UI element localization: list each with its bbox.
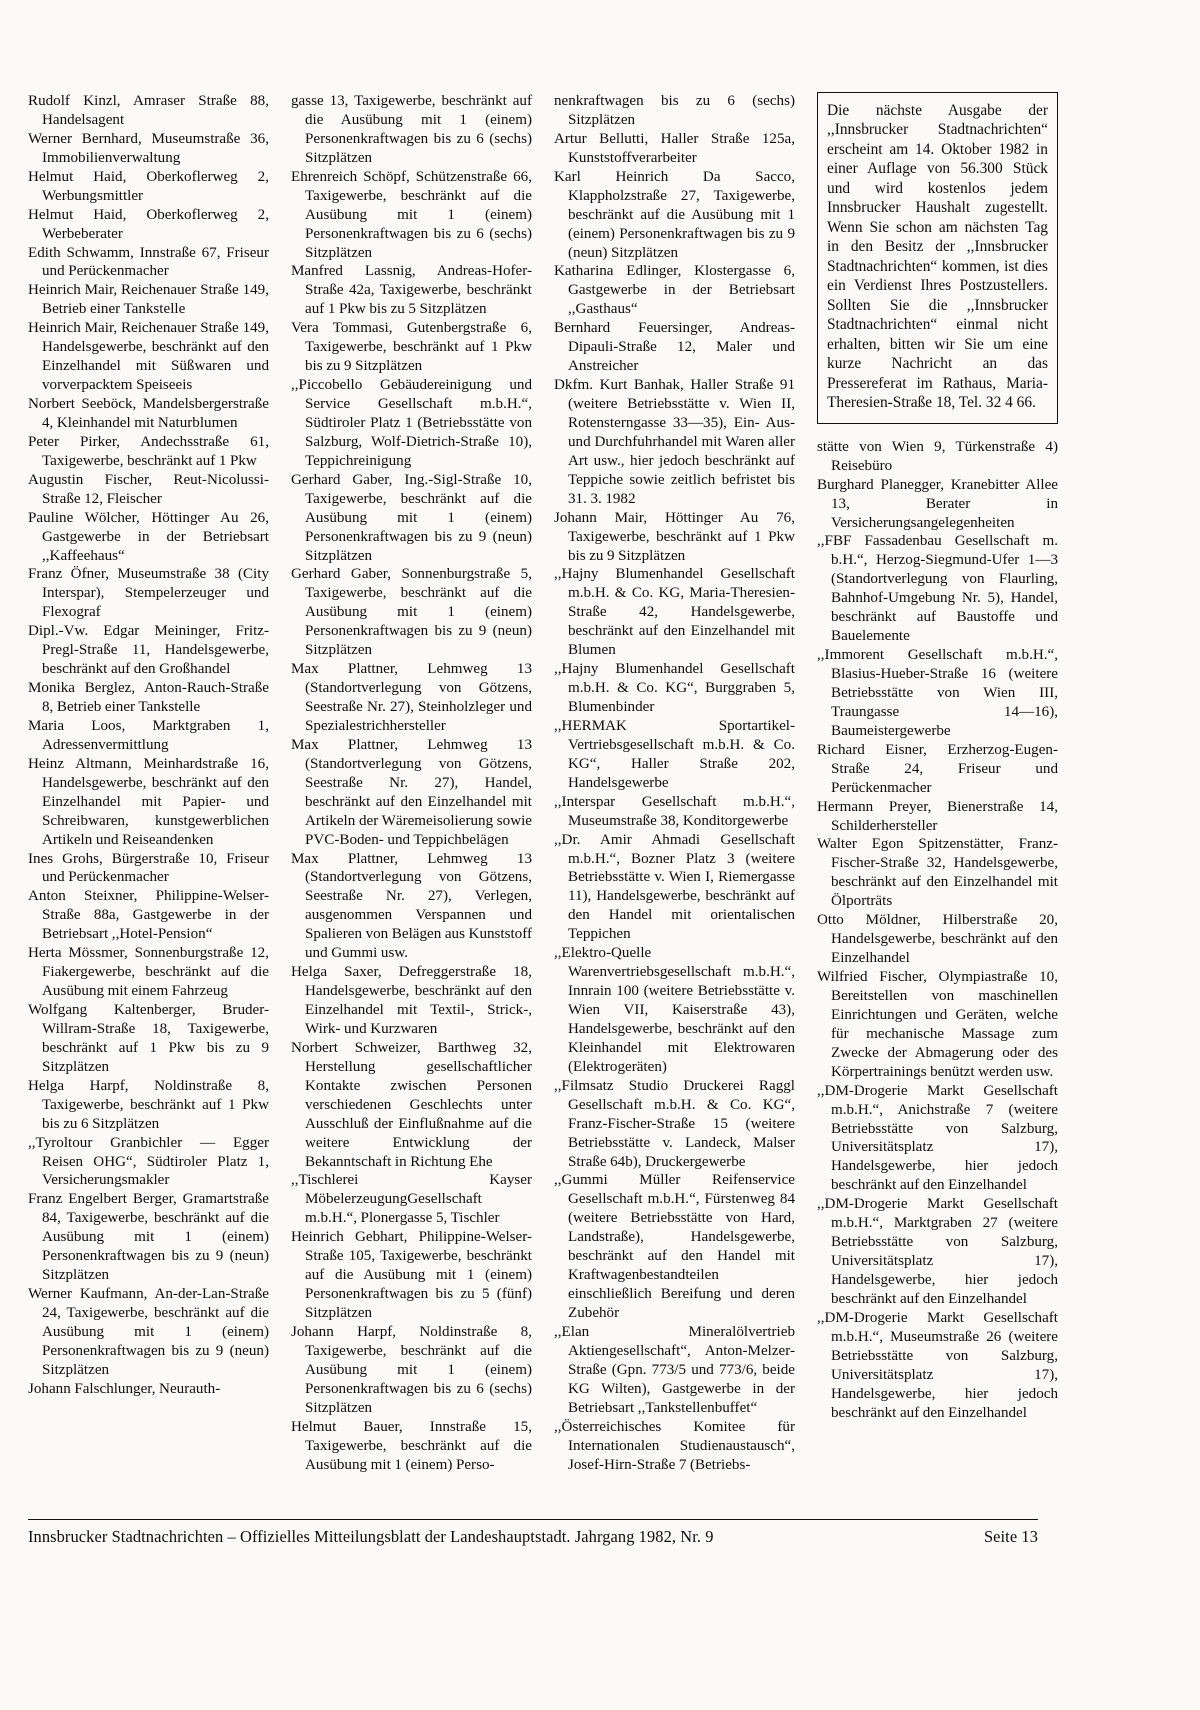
list-item: Edith Schwamm, Innstraße 67, Friseur und Perückenmacher xyxy=(28,244,269,280)
list-item: ,,Elan Mineralölvertrieb Aktiengesellschaft“, Anton-Melzer-Straße (Gpn. 773/5 und 773/6, beide KG Wilten), Gastgewerbe in der Betriebsart ,,Tankstellenbuffet“ xyxy=(554,1323,795,1416)
list-item: Anton Steixner, Philippine-Welser-Straße 88a, Gastgewerbe in der Betriebsart ,,Hotel-Pension“ xyxy=(28,888,269,943)
list-item: Johann Falschlunger, Neurauth- xyxy=(28,1380,221,1397)
list-item: Ehrenreich Schöpf, Schützenstraße 66, Taxigewerbe, beschränkt auf die Ausübung mit 1 (einem) Personenkraftwagen bis zu 6 (sechs) Sitzplätzen xyxy=(291,168,532,261)
column-4 xyxy=(817,92,1058,1482)
list-item: Johann Harpf, Noldinstraße 8, Taxigewerbe, beschränkt auf die Ausübung mit 1 (einem) Personenkraftwagen bis zu 6 (sechs) Sitzplätzen xyxy=(291,1323,532,1416)
page-footer xyxy=(28,1519,1038,1547)
footer-page-number: Seite 13 xyxy=(983,1527,1038,1546)
list-item: Augustin Fischer, Reut-Nicolussi-Straße 12, Fleischer xyxy=(28,471,269,507)
list-item: Johann Mair, Höttinger Au 76, Taxigewerbe, beschränkt auf 1 Pkw bis zu 9 Sitzplätzen xyxy=(554,509,795,564)
list-item: ,,Piccobello Gebäudereinigung und Service Gesellschaft m.b.H.“, Südtiroler Platz 1 (Betriebsstätte von Salzburg, Wolf-Dietrich-Straße 10), Teppichreinigung xyxy=(291,377,532,469)
list-item: Bernhard Feuersinger, Andreas-Dipauli-Straße 12, Maler und Anstreicher xyxy=(554,320,795,375)
list-item: Manfred Lassnig, Andreas-Hofer-Straße 42a, Taxigewerbe, beschränkt auf 1 Pkw bis zu 5 Sitzplätzen xyxy=(291,263,532,318)
list-item: Hermann Preyer, Bienerstraße 14, Schilderhersteller xyxy=(817,798,1058,834)
list-item: Helga Harpf, Noldinstraße 8, Taxigewerbe, beschränkt auf 1 Pkw bis zu 6 Sitzplätzen xyxy=(28,1077,269,1132)
list-item: Werner Bernhard, Museumstraße 36, Immobilienverwaltung xyxy=(28,130,269,166)
notice-text: Die nächste Ausgabe der ,,Innsbrucker Stadtnachrichten“ erscheint am 14. Oktober 1982 in einer Auflage von 56.300 Stück und wird kostenlos jedem Innsbrucker Haushalt zugestellt. Wenn Sie schon am nächsten Tag in den Besitz der ,,Innsbrucker Stadtnachrichten“ kommen, ist dies ein Verdienst Ihres Postzustellers. Sollten Sie die ,,Innsbrucker Stadtnachrichten“ einmal nicht erhalten, bitten wir Sie um eine kurze Nachricht an das Pressereferat im Rathaus, Maria-Theresien-Straße 18, Tel. 32 4 66. xyxy=(827,102,1048,412)
list-item: Norbert Seeböck, Mandelsbergerstraße 4, Kleinhandel mit Naturblumen xyxy=(28,396,269,431)
list-item: Herta Mössmer, Sonnenburgstraße 12, Fiakergewerbe, beschränkt auf die Ausübung mit einem Fahrzeug xyxy=(28,945,269,1000)
list-item: Katharina Edlinger, Klostergasse 6, Gastgewerbe in der Betriebsart ,,Gasthaus“ xyxy=(554,263,795,318)
list-item: Karl Heinrich Da Sacco, Klappholzstraße 27, Taxigewerbe, beschränkt auf die Ausübung mit 1 (einem) Personenkraftwagen bis zu 9 (neun) Sitzplätzen xyxy=(554,168,795,261)
list-item: stätte von Wien 9, Türkenstraße 4) Reisebüro xyxy=(817,438,1058,474)
list-item: Franz Öfner, Museumstraße 38 (City Interspar), Stempelerzeuger und Flexograf xyxy=(28,566,269,621)
list-item: Max Plattner, Lehmweg 13 (Standortverlegung von Götzens, Seestraße Nr. 27), Steinholzleger und Spezialestrichhersteller xyxy=(291,661,532,734)
list-item: Vera Tommasi, Gutenbergstraße 6, Taxigewerbe, beschränkt auf 1 Pkw bis zu 9 Sitzplätzen xyxy=(291,320,532,375)
list-item: ,,DM-Drogerie Markt Gesellschaft m.b.H.“, Marktgraben 27 (weitere Betriebsstätte von Salzburg, Universitätsplatz 17), Handelsgewerbe, hier jedoch beschränkt auf den Einzelhandel xyxy=(817,1196,1058,1307)
list-item: ,,Immorent Gesellschaft m.b.H.“, Blasius-Hueber-Straße 16 (weitere Betriebsstätte von Wien III, Traungasse 14—16), Baumeistergewerbe xyxy=(817,647,1058,739)
list-item: gasse 13, Taxigewerbe, beschränkt auf die Ausübung mit 1 (einem) Personenkraftwagen bis zu 6 (sechs) Sitzplätzen xyxy=(291,93,532,166)
list-item: Peter Pirker, Andechsstraße 61, Taxigewerbe, beschränkt auf 1 Pkw xyxy=(28,433,269,469)
list-item: Werner Kaufmann, An-der-Lan-Straße 24, Taxigewerbe, beschränkt auf die Ausübung mit 1 (einem) Personenkraftwagen bis zu 9 (neun) Sitzplätzen xyxy=(28,1286,269,1378)
list-item: ,,Hajny Blumenhandel Gesellschaft m.b.H. & Co. KG“, Burggraben 5, Blumenbinder xyxy=(554,661,795,715)
list-item: Wolfgang Kaltenberger, Bruder-Willram-Straße 18, Taxigewerbe, beschränkt auf 1 Pkw bis zu 9 Sitzplätzen xyxy=(28,1002,269,1075)
list-item: ,,DM-Drogerie Markt Gesellschaft m.b.H.“, Anichstraße 7 (weitere Betriebsstätte von Salzburg, Universitätsplatz 17), Handelsgewerbe, hier jedoch beschränkt auf den Einzelhandel xyxy=(817,1082,1058,1194)
list-item: Heinz Altmann, Meinhardstraße 16, Handelsgewerbe, beschränkt auf den Einzelhandel mit Papier- und Schreibwaren, kunstgewerblichen Artikeln und Reiseandenken xyxy=(28,755,269,848)
list-item: Max Plattner, Lehmweg 13 (Standortverlegung von Götzens, Seestraße Nr. 27), Handel, beschränkt auf den Einzelhandel mit Artikeln der Wäremeisolierung sowie PVC-Boden- und Teppichbelägen xyxy=(291,736,532,848)
list-item: Heinrich Gebhart, Philippine-Welser-Straße 105, Taxigewerbe, beschränkt auf die Ausübung mit 1 (einem) Personenkraftwagen bis zu 5 (fünf) Sitzplätzen xyxy=(291,1229,532,1321)
list-item: ,,HERMAK Sportartikel-Vertriebsgesellschaft m.b.H. & Co. KG“, Haller Straße 202, Handelsgewerbe xyxy=(554,717,795,791)
list-item: Burghard Planegger, Kranebitter Allee 13, Berater in Versicherungsangelegenheiten xyxy=(817,476,1058,531)
list-item: Helga Saxer, Defreggerstraße 18, Handelsgewerbe, beschränkt auf den Einzelhandel mit Textil-, Strick-, Wirk- und Kurzwaren xyxy=(291,964,532,1037)
list-item: Otto Möldner, Hilberstraße 20, Handelsgewerbe, beschränkt auf den Einzelhandel xyxy=(817,912,1058,967)
notice-box xyxy=(817,92,1058,424)
list-item: Helmut Bauer, Innstraße 15, Taxigewerbe, beschränkt auf die Ausübung mit 1 (einem) Perso- xyxy=(291,1418,532,1473)
list-item: ,,Hajny Blumenhandel Gesellschaft m.b.H. & Co. KG, Maria-Theresien-Straße 42, Handelsgewerbe, beschränkt auf den Einzelhandel mit Blumen xyxy=(554,566,795,659)
list-item: Norbert Schweizer, Barthweg 32, Herstellung gesellschaftlicher Kontakte zwischen Personen verschiedenen Geschlechts unter Ausschluß der Einflußnahme auf die weitere Entwicklung der Bekanntschaft in Richtung Ehe xyxy=(291,1039,532,1170)
list-item: Helmut Haid, Oberkoflerweg 2, Werbungsmittler xyxy=(28,168,269,204)
list-item: Maria Loos, Marktgraben 1, Adressenvermittlung xyxy=(28,717,269,753)
list-item: Pauline Wölcher, Höttinger Au 26, Gastgewerbe in der Betriebsart ,,Kaffeehaus“ xyxy=(28,509,269,564)
footer-publication-info: Innsbrucker Stadtnachrichten – Offizielles Mitteilungsblatt der Landeshauptstadt. Jahrgang 1982, Nr. 9 xyxy=(28,1527,714,1546)
list-item: ,,Dr. Amir Ahmadi Gesellschaft m.b.H.“, Bozner Platz 3 (weitere Betriebsstätte v. Wien I, Riemergasse 11), Handelsgewerbe, beschränkt auf den Handel mit orientalischen Teppichen xyxy=(554,831,795,943)
list-item: Richard Eisner, Erzherzog-Eugen-Straße 24, Friseur und Perückenmacher xyxy=(817,741,1058,796)
article-body xyxy=(28,92,1058,1482)
list-item: Monika Berglez, Anton-Rauch-Straße 8, Betrieb einer Tankstelle xyxy=(28,680,269,715)
list-item: ,,Österreichisches Komitee für Internationalen Studienaustausch“, Josef-Hirn-Straße 7 (Betriebs- xyxy=(554,1418,795,1473)
list-item: nenkraftwagen bis zu 6 (sechs) Sitzplätzen xyxy=(554,93,795,128)
list-item: ,,Interspar Gesellschaft m.b.H.“, Museumstraße 38, Konditorgewerbe xyxy=(554,793,795,829)
list-item: Walter Egon Spitzenstätter, Franz-Fischer-Straße 32, Handelsgewerbe, beschränkt auf den Einzelhandel mit Ölporträts xyxy=(817,836,1058,910)
list-item: Helmut Haid, Oberkoflerweg 2, Werbeberater xyxy=(28,206,269,242)
list-item: ,,FBF Fassadenbau Gesellschaft m. b.H.“, Herzog-Siegmund-Ufer 1—3 (Standortverlegung von Flaurling, Bahnhof-Umgebung Nr. 5), Handel, beschränkt auf Baustoffe und Bauelemente xyxy=(817,533,1058,645)
list-item: Heinrich Mair, Reichenauer Straße 149, Handelsgewerbe, beschränkt auf den Einzelhandel mit Süßwaren und vorverpacktem Speiseeis xyxy=(28,320,269,394)
list-item: ,,Gummi Müller Reifenservice Gesellschaft m.b.H.“, Fürstenweg 84 (weitere Betriebsstätte von Hard, Landstraße), Handelsgewerbe, beschränkt auf den Handel mit Kraftwagenbestandteilen einschließlich Bereifung und deren Zubehör xyxy=(554,1172,795,1321)
column-1 xyxy=(28,92,269,1482)
list-item: ,,DM-Drogerie Markt Gesellschaft m.b.H.“, Museumstraße 26 (weitere Betriebsstätte von Salzburg, Universitätsplatz 17), Handelsgewerbe, hier jedoch beschränkt auf den Einzelhandel xyxy=(817,1309,1058,1421)
list-item: ,,Tischlerei Kayser MöbelerzeugungGesellschaft m.b.H.“, Plonergasse 5, Tischler xyxy=(291,1172,532,1227)
list-item: Dkfm. Kurt Banhak, Haller Straße 91 (weitere Betriebsstätte v. Wien II, Rotensterngasse 33—35), Ein- Aus- und Durchfuhrhandel mit Waren aller Art usw., hier jedoch beschränkt auf Teppiche sowie zeitlich befristet bis 31. 3. 1982 xyxy=(554,377,795,507)
list-item: Artur Bellutti, Haller Straße 125a, Kunststoffverarbeiter xyxy=(554,130,795,166)
list-item: Heinrich Mair, Reichenauer Straße 149, Betrieb einer Tankstelle xyxy=(28,282,269,318)
list-item: Dipl.-Vw. Edgar Meininger, Fritz-Pregl-Straße 11, Handelsgewerbe, beschränkt auf den Großhandel xyxy=(28,623,269,678)
list-item: Ines Grohs, Bürgerstraße 10, Friseur und Perückenmacher xyxy=(28,850,269,886)
list-item: ,,Tyroltour Granbichler — Egger Reisen OHG“, Südtiroler Platz 1, Versicherungsmakler xyxy=(28,1134,269,1189)
list-item: Franz Engelbert Berger, Gramartstraße 84, Taxigewerbe, beschränkt auf die Ausübung mit 1 (einem) Personenkraftwagen bis zu 9 (neun) Sitzplätzen xyxy=(28,1191,269,1284)
list-item: Wilfried Fischer, Olympiastraße 10, Bereitstellen von maschinellen Einrichtungen und Geräten, welche für mechanische Massage zum Zwecke der Abmagerung oder des Körpertrainings benützt werden usw. xyxy=(817,969,1058,1080)
text-columns xyxy=(28,92,1058,1482)
column-3 xyxy=(554,92,795,1482)
list-item: Max Plattner, Lehmweg 13 (Standortverlegung von Götzens, Seestraße Nr. 27), Verlegen, ausgenommen Verspannen und Spalieren von Belägen aus Kunststoff und Gummi usw. xyxy=(291,850,532,962)
list-item: ,,Elektro-Quelle Warenvertriebsgesellschaft m.b.H.“, Innrain 100 (weitere Betriebsstätte v. Wien VII, Kaiserstraße 43), Handelsgewerbe, beschränkt auf den Kleinhandel mit Elektrowaren (Elektrogeräten) xyxy=(554,945,795,1075)
list-item: Gerhard Gaber, Ing.-Sigl-Straße 10, Taxigewerbe, beschränkt auf die Ausübung mit 1 (einem) Personenkraftwagen bis zu 9 (neun) Sitzplätzen xyxy=(291,471,532,564)
list-item: Rudolf Kinzl, Amraser Straße 88, Handelsagent xyxy=(28,93,269,128)
list-item: ,,Filmsatz Studio Druckerei Raggl Gesellschaft m.b.H. & Co. KG“, Franz-Fischer-Straße 15 (weitere Betriebsstätte v. Landeck, Malser Straße 64b), Druckergewerbe xyxy=(554,1077,795,1170)
column-2 xyxy=(291,92,532,1482)
list-item: Gerhard Gaber, Sonnenburgstraße 5, Taxigewerbe, beschränkt auf die Ausübung mit 1 (einem) Personenkraftwagen bis zu 9 (neun) Sitzplätzen xyxy=(291,566,532,659)
